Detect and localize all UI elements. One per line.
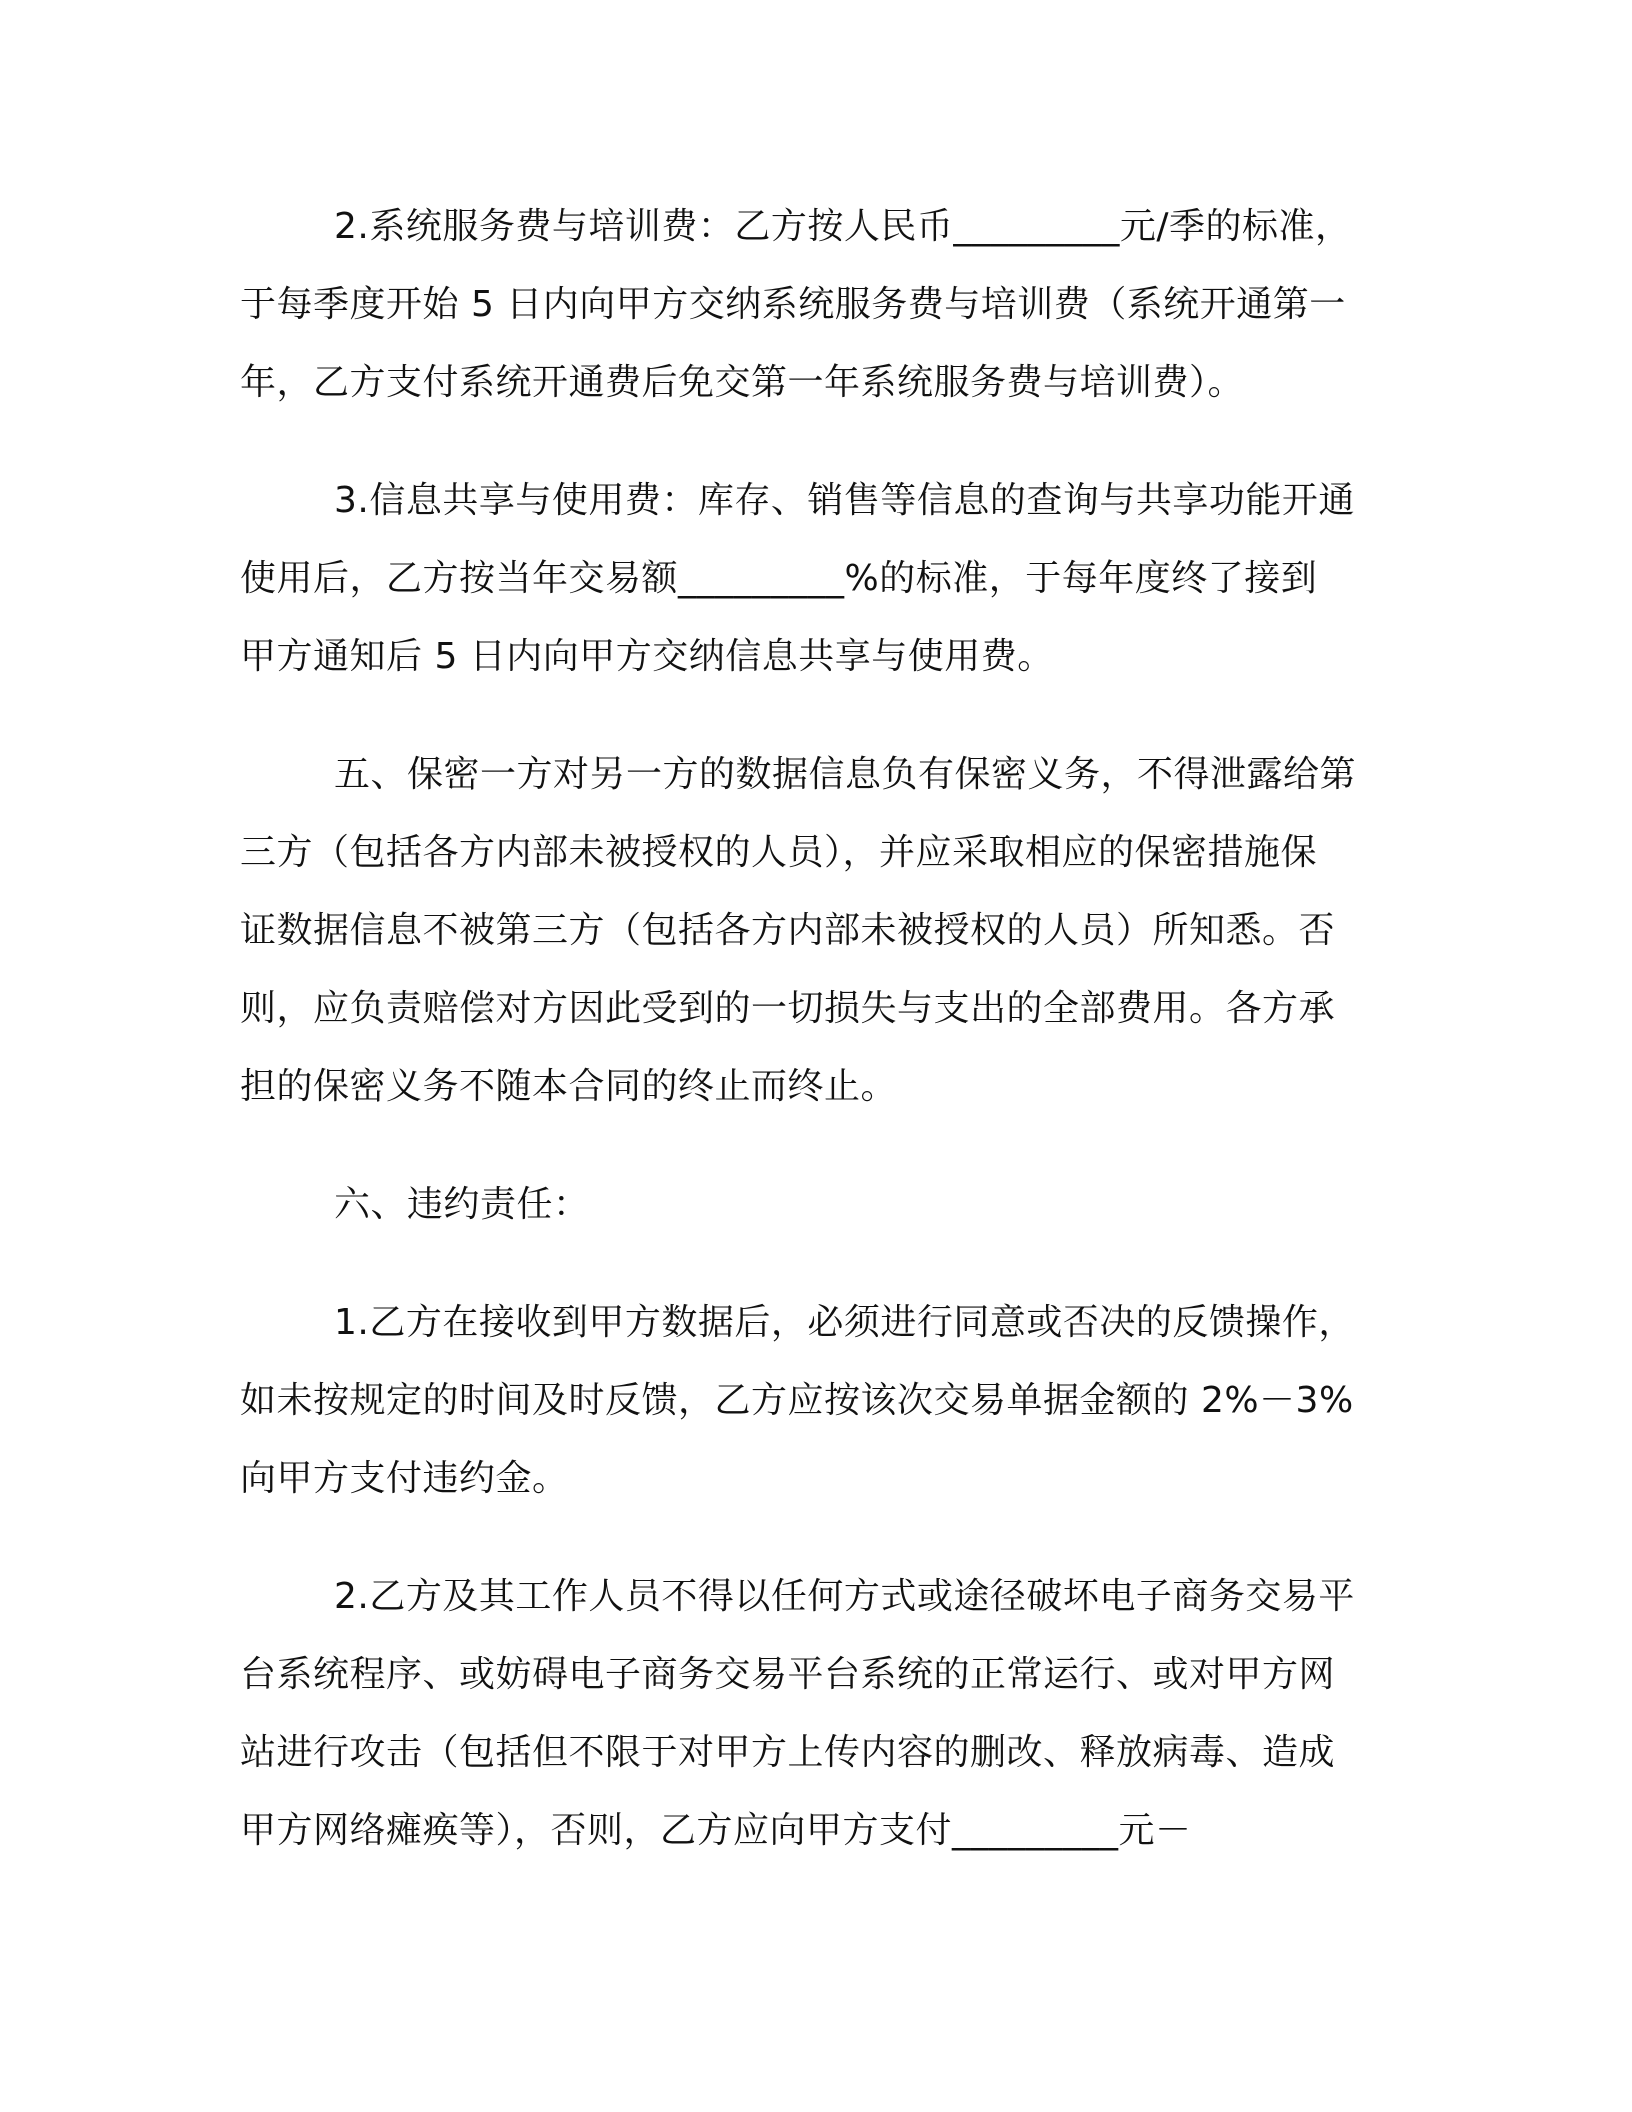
paragraph-line: 2.乙方及其工作人员不得以任何方式或途径破坏电子商务交易平 (334, 1576, 1355, 1617)
paragraph-breach-item-1 (240, 1284, 1380, 1518)
paragraph-line: 使用后，乙方按当年交易额_________%的标准，于每年度终了接到 (240, 558, 1318, 599)
paragraph-line: 2.系统服务费与培训费：乙方按人民币_________元/季的标准， (334, 206, 1352, 247)
paragraph-system-service-fee (240, 188, 1380, 422)
paragraph-line: 年，乙方支付系统开通费后免交第一年系统服务费与培训费）。 (240, 362, 1245, 403)
paragraph-confidentiality (240, 736, 1380, 1126)
paragraph-line: 则，应负责赔偿对方因此受到的一切损失与支出的全部费用。各方承 (240, 988, 1336, 1029)
paragraph-line: 甲方通知后 5 日内向甲方交纳信息共享与使用费。 (240, 636, 1054, 677)
paragraph-line: 于每季度开始 5 日内向甲方交纳系统服务费与培训费（系统开通第一 (240, 284, 1346, 325)
document-body (240, 188, 1380, 1870)
paragraph-line: 台系统程序、或妨碍电子商务交易平台系统的正常运行、或对甲方网 (240, 1654, 1336, 1695)
paragraph-line: 证数据信息不被第三方（包括各方内部未被授权的人员）所知悉。否 (240, 910, 1336, 951)
paragraph-breach-item-2 (240, 1558, 1380, 1870)
paragraph-line: 三方（包括各方内部未被授权的人员），并应采取相应的保密措施保 (240, 832, 1318, 873)
section-heading-breach (240, 1166, 1380, 1244)
paragraph-line: 站进行攻击（包括但不限于对甲方上传内容的删改、释放病毒、造成 (240, 1732, 1336, 1773)
paragraph-info-sharing-fee (240, 462, 1380, 696)
paragraph-line: 甲方网络瘫痪等），否则，乙方应向甲方支付_________元－ (240, 1810, 1192, 1851)
paragraph-line: 向甲方支付违约金。 (240, 1458, 569, 1499)
paragraph-line: 3.信息共享与使用费：库存、销售等信息的查询与共享功能开通 (334, 480, 1355, 521)
paragraph-line: 如未按规定的时间及时反馈，乙方应按该次交易单据金额的 2%－3% (240, 1380, 1354, 1421)
paragraph-line: 1.乙方在接收到甲方数据后，必须进行同意或否决的反馈操作， (334, 1302, 1355, 1343)
section-heading-text: 六、违约责任： (334, 1184, 590, 1225)
paragraph-line: 担的保密义务不随本合同的终止而终止。 (240, 1066, 898, 1107)
paragraph-line: 五、保密一方对另一方的数据信息负有保密义务，不得泄露给第 (334, 754, 1357, 795)
